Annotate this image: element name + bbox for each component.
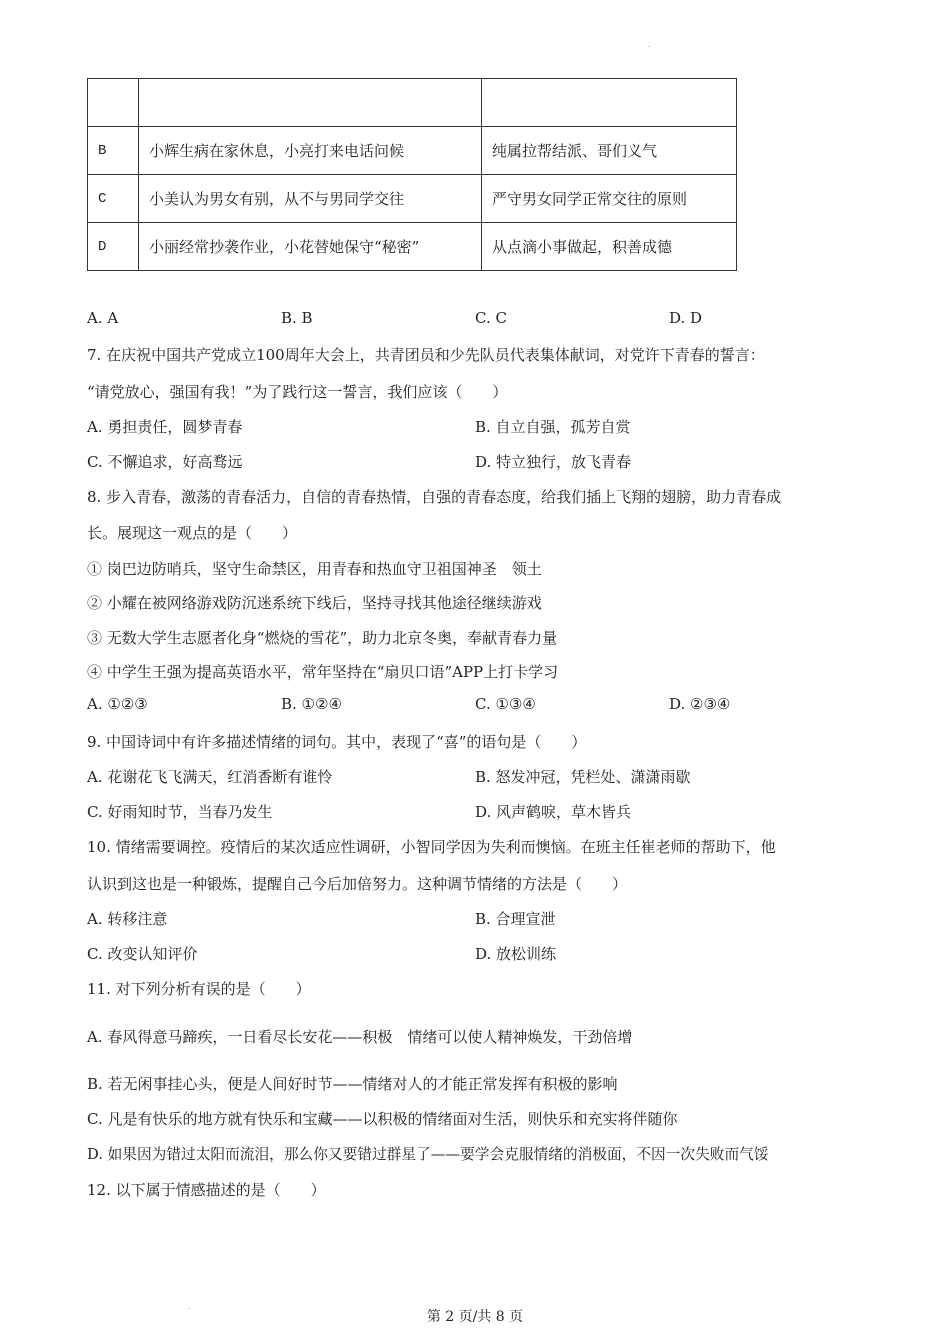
q7-option-b: B. 自立自强，孤芳自赏 bbox=[475, 418, 631, 436]
q12-stem: 12. 以下属于情感描述的是（ ） bbox=[87, 1181, 326, 1199]
page-number: 第 2 页/共 8 页 bbox=[426, 1309, 524, 1325]
table-row bbox=[88, 79, 737, 127]
q7-stem-line1: 7. 在庆祝中国共产党成立100周年大会上，共青团员和少先队员代表集体献词，对党许下青春的誓言： bbox=[87, 346, 765, 364]
table-row: C 小美认为男女有别，从不与男同学交往 严守男女同学正常交往的原则 bbox=[88, 175, 737, 223]
corner-dot: . bbox=[188, 1302, 191, 1311]
q10-option-c: C. 改变认知评价 bbox=[87, 945, 198, 963]
q6-option-c: C. C bbox=[475, 309, 507, 327]
q6-option-b: B. B bbox=[281, 309, 313, 327]
q10-option-a: A. 转移注意 bbox=[87, 910, 168, 928]
q6-option-a: A. A bbox=[87, 309, 119, 327]
q8-option-d: D. ②③④ bbox=[669, 695, 731, 713]
q8-option-c: C. ①③④ bbox=[475, 695, 536, 713]
q11-stem: 11. 对下列分析有误的是（ ） bbox=[87, 980, 311, 998]
q9-option-c: C. 好雨知时节，当春乃发生 bbox=[87, 803, 273, 821]
q11-option-b: B. 若无闲事挂心头，便是人间好时节——情绪对人的才能正常发挥有积极的影响 bbox=[87, 1075, 618, 1093]
q11-option-a: A. 春风得意马蹄疾，一日看尽长安花——积极 情绪可以使人精神焕发，干劲倍增 bbox=[87, 1028, 633, 1046]
q7-option-a: A. 勇担责任，圆梦青春 bbox=[87, 418, 243, 436]
q8-statement-4: ④ 中学生王强为提高英语水平，常年坚持在“扇贝口语”APP上打卡学习 bbox=[87, 663, 559, 681]
q10-stem-line2: 认识到这也是一种锻炼，提醒自己今后加倍努力。这种调节情绪的方法是（ ） bbox=[87, 875, 628, 893]
q11-option-d: D. 如果因为错过太阳而流泪，那么你又要错过群星了——要学会克服情绪的消极面，不因一次失败而气馁 bbox=[87, 1146, 769, 1163]
q9-option-b: B. 怒发冲冠，凭栏处、潇潇雨歇 bbox=[475, 768, 691, 786]
q9-option-a: A. 花谢花飞飞满天，红消香断有谁怜 bbox=[87, 768, 333, 786]
q8-statement-1: ① 岗巴边防哨兵，坚守生命禁区，用青春和热血守卫祖国神圣 领土 bbox=[87, 560, 542, 578]
q7-option-d: D. 特立独行，放飞青春 bbox=[475, 453, 632, 471]
table-row: B 小辉生病在家休息，小亮打来电话问候 纯属拉帮结派、哥们义气 bbox=[88, 127, 737, 175]
options-table bbox=[87, 78, 737, 271]
table-row: D 小丽经常抄袭作业，小花替她保守“秘密” 从点滴小事做起，积善成德 bbox=[88, 223, 737, 271]
q8-option-b: B. ①②④ bbox=[281, 695, 342, 713]
q8-statement-2: ② 小耀在被网络游戏防沉迷系统下线后，坚持寻找其他途径继续游戏 bbox=[87, 594, 542, 612]
q7-stem-line2: “请党放心，强国有我！”为了践行这一誓言，我们应该（ ） bbox=[87, 383, 508, 401]
q8-option-a: A. ①②③ bbox=[87, 695, 148, 713]
q8-stem-line1: 8. 步入青春，激荡的青春活力，自信的青春热情，自强的青春态度，给我们插上飞翔的翅膀，助力青春成 bbox=[87, 488, 782, 506]
q9-stem: 9. 中国诗词中有许多描述情绪的词句。其中，表现了“喜”的语句是（ ） bbox=[87, 733, 587, 751]
q6-option-d: D. D bbox=[669, 309, 703, 327]
corner-dot: . bbox=[648, 40, 651, 49]
q10-option-d: D. 放松训练 bbox=[475, 945, 557, 963]
q7-option-c: C. 不懈追求，好高骛远 bbox=[87, 453, 243, 471]
q8-statement-3: ③ 无数大学生志愿者化身“燃烧的雪花”，助力北京冬奥，奉献青春力量 bbox=[87, 629, 558, 647]
q10-stem-line1: 10. 情绪需要调控。疫情后的某次适应性调研，小智同学因为失利而懊恼。在班主任崔老师的帮助下，他 bbox=[87, 838, 776, 856]
q8-stem-line2: 长。展现这一观点的是（ ） bbox=[87, 524, 298, 542]
q11-option-c: C. 凡是有快乐的地方就有快乐和宝藏——以积极的情绪面对生活，则快乐和充实将伴随你 bbox=[87, 1110, 678, 1128]
q10-option-b: B. 合理宣泄 bbox=[475, 910, 556, 928]
q9-option-d: D. 风声鹤唳，草木皆兵 bbox=[475, 803, 632, 821]
